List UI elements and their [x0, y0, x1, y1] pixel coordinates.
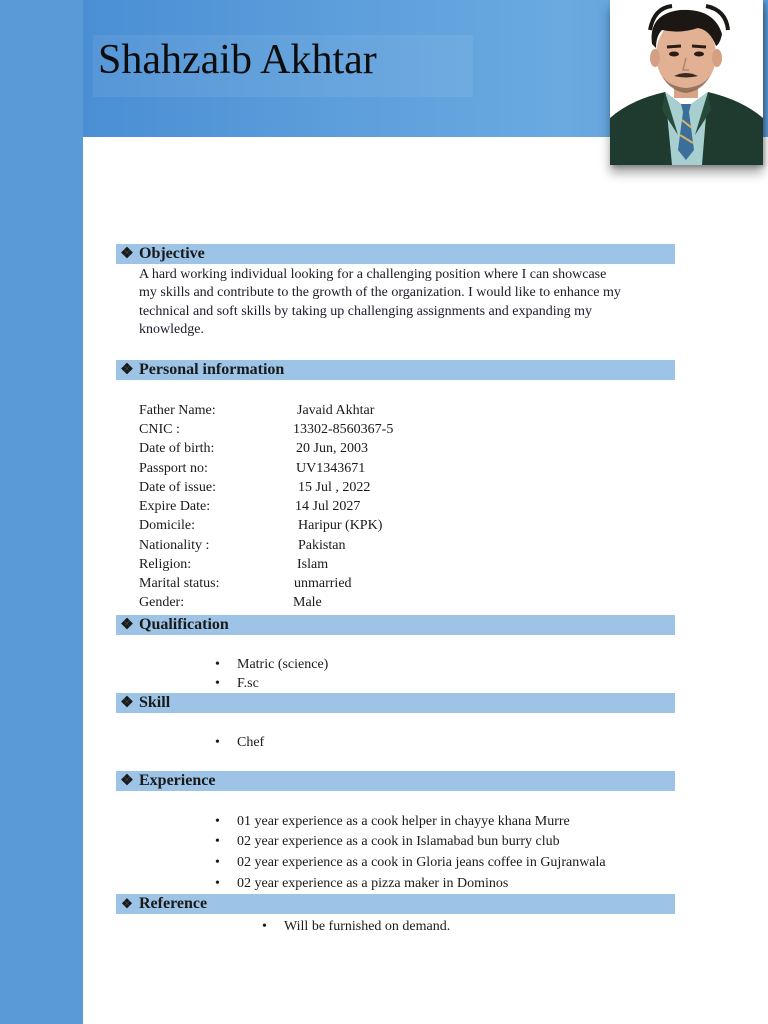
- bullet-icon: •: [215, 876, 220, 891]
- qualification-text: Matric (science): [237, 657, 329, 672]
- info-label: CNIC :: [139, 422, 180, 437]
- objective-text: [139, 266, 679, 339]
- info-value: UV1343671: [296, 461, 366, 476]
- skill-heading: [116, 693, 675, 713]
- objective-line: A hard working individual looking for a challenging position where I can showcase: [139, 267, 607, 282]
- objective-line: technical and soft skills by taking up challenging assignments and expanding my: [139, 303, 592, 319]
- info-value: unmarried: [294, 576, 352, 591]
- objective-line: knowledge.: [139, 321, 204, 337]
- info-value: Javaid Akhtar: [297, 403, 375, 418]
- info-row-domicile: [139, 517, 383, 534]
- info-row-cnic: [139, 421, 394, 438]
- section-title: Experience: [139, 772, 216, 789]
- info-label: Domicile:: [139, 518, 195, 533]
- info-row-nationality: [139, 537, 346, 554]
- info-label: Father Name:: [139, 403, 216, 418]
- info-value: Pakistan: [298, 538, 346, 553]
- info-row-date-of-birth: [139, 440, 368, 457]
- info-value: Islam: [297, 557, 329, 572]
- info-label: Nationality :: [139, 538, 210, 553]
- info-label: Religion:: [139, 557, 192, 572]
- bullet-icon: •: [215, 735, 220, 750]
- info-value: 15 Jul , 2022: [298, 480, 371, 495]
- qualification-text: F.sc: [237, 676, 259, 691]
- bullet-icon: •: [215, 657, 220, 672]
- diamond-bullet-icon: ❖: [120, 773, 134, 789]
- profile-photo: [610, 0, 763, 165]
- bullet-icon: •: [262, 919, 267, 934]
- bullet-icon: •: [215, 855, 220, 870]
- section-title: Personal information: [139, 361, 285, 378]
- portrait-image: [610, 0, 763, 165]
- info-label: Expire Date:: [139, 499, 211, 514]
- diamond-bullet-icon: ❖: [121, 896, 133, 911]
- personal-info-heading: [116, 360, 675, 380]
- experience-heading: [116, 771, 675, 791]
- experience-text: 01 year experience as a cook helper in chayye khana Murre: [237, 814, 570, 829]
- diamond-bullet-icon: ❖: [120, 246, 134, 262]
- experience-text: 02 year experience as a cook in Gloria jeans coffee in Gujranwala: [237, 855, 606, 870]
- experience-text: 02 year experience as a pizza maker in Dominos: [237, 876, 509, 891]
- info-value: 13302-8560367-5: [293, 422, 394, 437]
- diamond-bullet-icon: ❖: [120, 617, 134, 633]
- candidate-name: Shahzaib Akhtar: [98, 37, 377, 83]
- left-accent-bar: [0, 0, 83, 1024]
- info-row-father-name: [139, 402, 375, 419]
- info-row-date-of-issue: [139, 479, 371, 496]
- reference-heading: [116, 894, 675, 914]
- info-row-gender: [139, 594, 322, 611]
- diamond-bullet-icon: ❖: [120, 362, 134, 378]
- info-label: Gender:: [139, 595, 185, 610]
- info-label: Passport no:: [139, 461, 208, 476]
- skill-text: Chef: [237, 735, 265, 750]
- diamond-bullet-icon: ❖: [120, 695, 134, 711]
- section-title: Objective: [139, 245, 205, 262]
- objective-line: my skills and contribute to the growth of the organization. I would like to enhance my: [139, 285, 621, 301]
- info-label: Date of birth:: [139, 441, 215, 456]
- info-value: Haripur (KPK): [298, 518, 383, 533]
- experience-text: 02 year experience as a cook in Islamabad bun burry club: [237, 834, 560, 849]
- qualification-heading: [116, 615, 675, 635]
- section-title: Qualification: [139, 616, 229, 633]
- info-row-passport-no: [139, 460, 366, 477]
- info-label: Date of issue:: [139, 480, 216, 495]
- info-label: Marital status:: [139, 576, 220, 591]
- info-value: Male: [293, 595, 322, 610]
- section-title: Reference: [139, 895, 208, 912]
- bullet-icon: •: [215, 676, 220, 691]
- info-value: 14 Jul 2027: [295, 499, 361, 514]
- info-value: 20 Jun, 2003: [296, 441, 368, 456]
- bullet-icon: •: [215, 814, 220, 829]
- section-title: Skill: [139, 694, 171, 711]
- objective-heading: [116, 244, 675, 264]
- info-row-marital-status: [139, 575, 352, 592]
- info-row-religion: [139, 556, 329, 573]
- bullet-icon: •: [215, 834, 220, 849]
- reference-text: Will be furnished on demand.: [284, 919, 451, 934]
- info-row-expire-date: [139, 498, 361, 515]
